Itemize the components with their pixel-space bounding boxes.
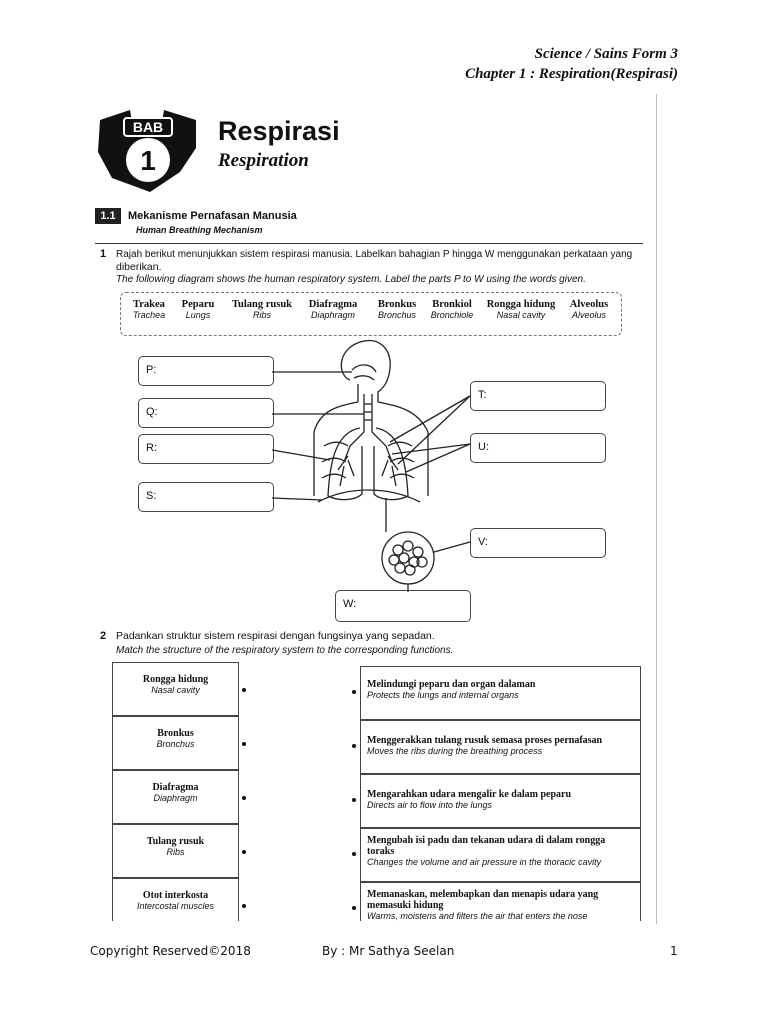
word-ms: Rongga hidung bbox=[486, 299, 556, 310]
label-u: U: bbox=[478, 441, 489, 453]
word-bank-item bbox=[427, 299, 477, 320]
word-bank-item bbox=[229, 299, 295, 320]
word-bank-item bbox=[485, 299, 557, 320]
match-dot-right[interactable] bbox=[352, 906, 356, 910]
structure-ms: Rongga hidung bbox=[142, 674, 209, 685]
label-t: T: bbox=[478, 389, 487, 401]
label-box-t[interactable] bbox=[470, 381, 606, 411]
function-cell bbox=[360, 774, 641, 828]
label-r: R: bbox=[146, 442, 157, 454]
match-dot-right[interactable] bbox=[352, 798, 356, 802]
label-box-q[interactable] bbox=[138, 398, 274, 428]
question2-text-en: Match the structure of the respiratory system to the corresponding functions. bbox=[116, 645, 454, 656]
match-dot-left[interactable] bbox=[242, 904, 246, 908]
chapter-badge bbox=[92, 108, 202, 192]
function-ms-line2: memasuki hidung bbox=[367, 900, 444, 911]
question2-text: Padankan struktur sistem respirasi dengan fungsinya yang sepadan. bbox=[116, 630, 435, 642]
section-title: Mekanisme Pernafasan Manusia bbox=[128, 210, 297, 222]
function-en: Moves the ribs during the breathing process bbox=[367, 746, 543, 756]
section-subtitle: Human Breathing Mechanism bbox=[136, 225, 263, 235]
header-chapter: Chapter 1 : Respiration(Respirasi) bbox=[465, 66, 678, 82]
structure-en: Diaphragm bbox=[153, 793, 198, 803]
match-dot-right[interactable] bbox=[352, 852, 356, 856]
question1-text bbox=[116, 248, 644, 274]
function-ms: Mengubah isi padu dan tekanan udara di dalam rongga bbox=[367, 835, 606, 846]
structure-en: Bronchus bbox=[156, 739, 195, 749]
structure-en: Ribs bbox=[166, 847, 185, 857]
function-en: Changes the volume and air pressure in the thoracic cavity bbox=[367, 857, 602, 867]
structure-cell bbox=[112, 878, 239, 921]
structure-en: Nasal cavity bbox=[151, 685, 200, 695]
function-en: Directs air to flow into the lungs bbox=[367, 800, 493, 810]
function-en: Protects the lungs and internal organs bbox=[367, 690, 519, 700]
word-bank bbox=[120, 292, 622, 336]
word-bank-item bbox=[177, 299, 219, 320]
respiratory-system-diagram bbox=[268, 336, 480, 606]
chapter-badge-number: 1 bbox=[140, 145, 156, 176]
structure-ms: Tulang rusuk bbox=[146, 836, 205, 847]
label-box-u[interactable] bbox=[470, 433, 606, 463]
question1-text-en: The following diagram shows the human respiratory system. Label the parts P to W using the words given. bbox=[116, 274, 586, 285]
word-bank-item bbox=[373, 299, 421, 320]
label-p: P: bbox=[146, 364, 157, 376]
function-cell bbox=[360, 828, 641, 882]
match-dot-left[interactable] bbox=[242, 850, 246, 854]
word-en: Bronchiole bbox=[430, 310, 474, 320]
question1-number: 1 bbox=[100, 248, 107, 260]
section-divider bbox=[95, 243, 643, 244]
section-number: 1.1 bbox=[95, 208, 121, 224]
match-dot-left[interactable] bbox=[242, 742, 246, 746]
function-cell bbox=[360, 882, 641, 921]
word-en: Bronchus bbox=[377, 310, 417, 320]
question1-text-line2: diberikan. bbox=[116, 261, 162, 273]
label-box-s[interactable] bbox=[138, 482, 274, 512]
label-box-p[interactable] bbox=[138, 356, 274, 386]
word-ms: Trakea bbox=[133, 299, 165, 310]
chapter-subtitle: Respiration bbox=[218, 150, 309, 171]
word-en: Diaphragm bbox=[310, 310, 356, 320]
function-ms: Memanaskan, melembapkan dan menapis udara yang bbox=[367, 889, 599, 900]
word-ms: Alveolus bbox=[569, 299, 609, 310]
chapter-title: Respirasi bbox=[218, 116, 340, 146]
question2-number: 2 bbox=[100, 630, 107, 642]
header-subject: Science / Sains Form 3 bbox=[534, 46, 678, 62]
structure-ms: Diafragma bbox=[152, 782, 199, 793]
chapter-badge-word: BAB bbox=[132, 119, 164, 135]
word-ms: Diafragma bbox=[308, 299, 358, 310]
match-dot-right[interactable] bbox=[352, 690, 356, 694]
structure-cell bbox=[112, 716, 239, 770]
function-ms: Menggerakkan tulang rusuk semasa proses pernafasan bbox=[367, 735, 603, 746]
structure-ms: Bronkus bbox=[157, 728, 194, 739]
structure-cell bbox=[112, 824, 239, 878]
word-en: Nasal cavity bbox=[496, 310, 546, 320]
structure-en: Intercostal muscles bbox=[136, 901, 215, 911]
word-bank-item bbox=[565, 299, 613, 320]
question1-text-line1: Rajah berikut menunjukkan sistem respirasi manusia. Labelkan bahagian P hingga W menggunakan perkataan yang bbox=[116, 249, 633, 260]
footer-page-number: 1 bbox=[670, 944, 678, 958]
word-ms: Bronkus bbox=[377, 299, 417, 310]
word-ms: Tulang rusuk bbox=[231, 299, 293, 310]
word-ms: Peparu bbox=[181, 299, 215, 310]
word-en: Lungs bbox=[185, 310, 211, 320]
footer-copyright: Copyright Reserved©2018 bbox=[90, 944, 251, 958]
label-v: V: bbox=[478, 536, 488, 548]
footer-author: By : Mr Sathya Seelan bbox=[322, 944, 455, 958]
label-box-r[interactable] bbox=[138, 434, 274, 464]
word-en: Ribs bbox=[252, 310, 271, 320]
label-q: Q: bbox=[146, 406, 158, 418]
function-cell bbox=[360, 720, 641, 774]
match-dot-left[interactable] bbox=[242, 796, 246, 800]
label-s: S: bbox=[146, 490, 157, 502]
structure-ms: Otot interkosta bbox=[142, 890, 209, 901]
function-ms-line2: toraks bbox=[367, 846, 395, 857]
function-en: Warms, moistens and filters the air that enters the nose bbox=[367, 911, 588, 921]
word-ms: Bronkiol bbox=[432, 299, 472, 310]
function-ms: Mengarahkan udara mengalir ke dalam peparu bbox=[367, 789, 571, 800]
label-w: W: bbox=[343, 598, 357, 610]
match-dot-right[interactable] bbox=[352, 744, 356, 748]
structure-cell bbox=[112, 662, 239, 716]
function-ms: Melindungi peparu dan organ dalaman bbox=[367, 679, 536, 690]
word-bank-item bbox=[129, 299, 169, 320]
function-cell bbox=[360, 666, 641, 720]
word-bank-item bbox=[305, 299, 361, 320]
word-en: Trachea bbox=[132, 310, 166, 320]
label-box-v[interactable] bbox=[470, 528, 606, 558]
structure-cell bbox=[112, 770, 239, 824]
word-en: Alveolus bbox=[571, 310, 607, 320]
match-dot-left[interactable] bbox=[242, 688, 246, 692]
